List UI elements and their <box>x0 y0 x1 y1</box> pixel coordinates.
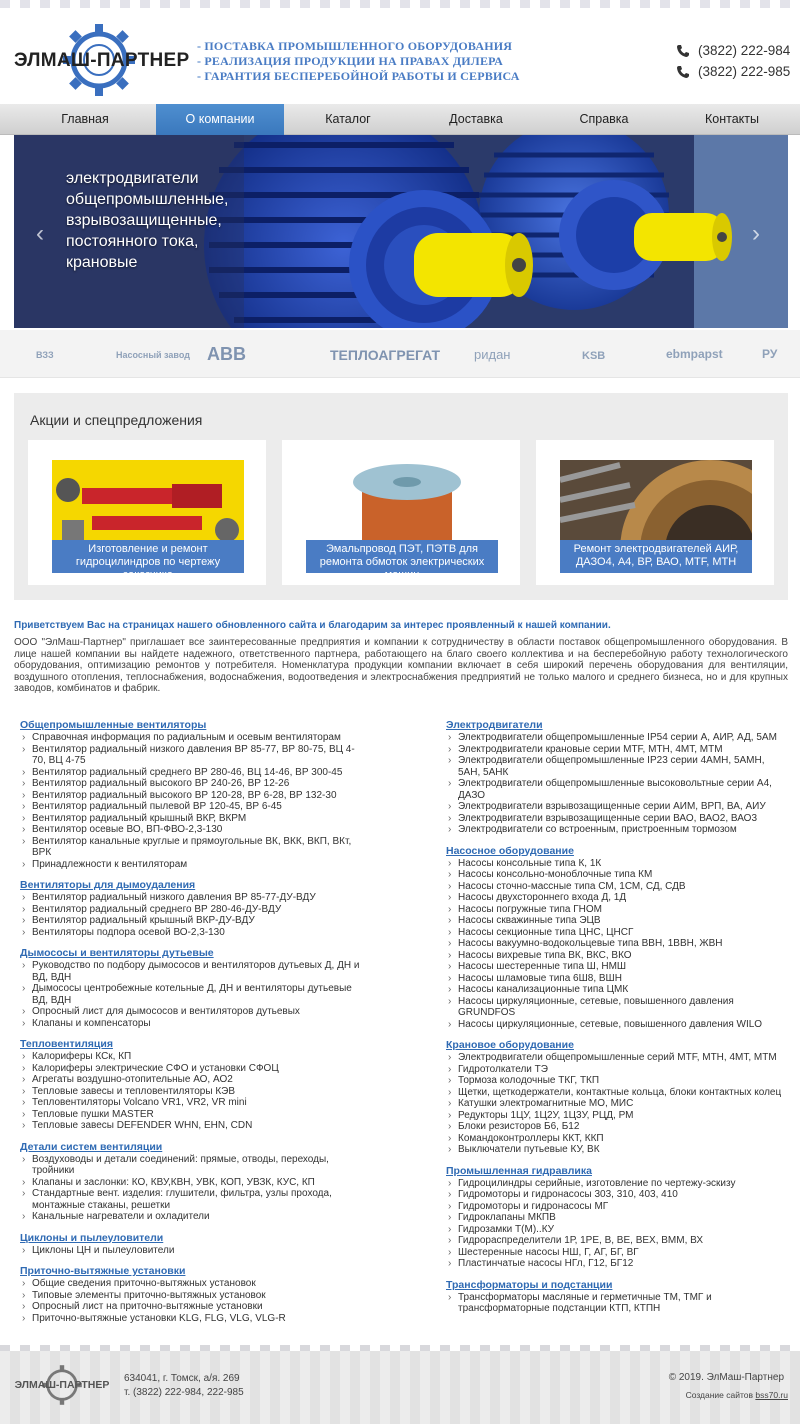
footer-credit-link[interactable]: bss70.ru <box>755 1390 788 1400</box>
footer-logo[interactable] <box>14 1363 110 1411</box>
category-title-link[interactable]: Вентиляторы для дымоудаления <box>20 879 196 891</box>
category-item-link[interactable]: › Справочная информация по радиальным и осевым вентиляторам <box>20 732 360 744</box>
category-item-link[interactable]: › Тепловентиляторы Volcano VR1, VR2, VR mini <box>20 1097 360 1109</box>
catalog-category <box>20 878 360 938</box>
category-item-link[interactable]: › Циклоны ЦН и пылеуловители <box>20 1245 360 1257</box>
category-item-link[interactable]: › Электродвигатели со встроенным, пристроенным тормозом <box>446 824 786 836</box>
category-item-link[interactable]: › Пластинчатые насосы НГл, Г12, БГ12 <box>446 1258 786 1270</box>
category-item-link[interactable]: › Гидромоторы и гидронасосы 303, 310, 403, 410 <box>446 1189 786 1201</box>
category-item-link[interactable]: › Гидрозамки Т(М)..КУ <box>446 1224 786 1236</box>
brand-logo[interactable]: РУ <box>762 347 778 361</box>
nav-item-contacts[interactable]: Контакты <box>705 112 759 126</box>
intro-text: ООО "ЭлМаш-Партнер" приглашает все заинтересованные предприятия и компании к сотрудничеству в области поставок общепромышленного оборудования. В лице нашей компании вы найдете надежного, ответственного партнера, работающего на благо своего коллектива и на бесперебойную работу технологического оборудования, оптимизацию ремонтов у потребителя. Номенклатура продукции компании включает в себя широкий перечень оборудования для вентиляции, воздушного отопления, теплоснабжения, водоснабжения, водоотведения и электроснабжения предприятий не только малого и среднего бизнеса, но и для крупных заводов, комбинатов и фабрик. <box>14 637 788 694</box>
category-item-link[interactable]: › Электродвигатели взрывозащищенные серии ВАО, ВАО2, ВАО3 <box>446 813 786 825</box>
category-item-link[interactable]: › Калориферы КСк, КП <box>20 1051 360 1063</box>
category-item-link[interactable]: › Насосы двухстороннего входа Д, 1Д <box>446 892 786 904</box>
phone-row[interactable] <box>676 61 790 82</box>
category-title-link[interactable]: Промышленная гидравлика <box>446 1164 592 1177</box>
nav-item-catalog[interactable]: Каталог <box>325 112 371 126</box>
slider-next-arrow-icon[interactable]: › <box>752 220 760 247</box>
hero-slider[interactable] <box>14 135 788 328</box>
category-title-link[interactable]: Электродвигатели <box>446 719 543 731</box>
footer-phones: т. (3822) 222-984, 222-985 <box>124 1387 244 1398</box>
nav-item-about[interactable]: О компании <box>156 104 284 135</box>
brand-logo[interactable]: ТЕПЛОАГРЕГАТ <box>330 347 441 363</box>
category-item-link[interactable]: › Щетки, щеткодержатели, контактные кольца, блоки контактных колец <box>446 1087 786 1099</box>
category-list <box>446 1292 786 1315</box>
category-item-link[interactable]: › Приточно-вытяжные установки KLG, FLG, VLG, VLG-R <box>20 1313 360 1325</box>
category-item-link[interactable]: › Катушки электромагнитные МО, МИС <box>446 1098 786 1110</box>
brand-logo[interactable]: ридан <box>474 347 511 362</box>
phone-row[interactable] <box>676 40 790 61</box>
category-item-link[interactable]: › Электродвигатели взрывозащищенные серии АИМ, ВРП, ВА, АИУ <box>446 801 786 813</box>
category-item-link[interactable]: › Канальные нагреватели и охладители <box>20 1211 360 1223</box>
category-item-link[interactable]: › Гидротолкатели ТЭ <box>446 1064 786 1076</box>
category-item-link[interactable]: › Насосы консольные типа К, 1К <box>446 858 786 870</box>
hero-line: постоянного тока, <box>66 233 199 250</box>
category-list <box>20 960 360 1029</box>
brand-logo[interactable]: ВЗЗ <box>36 350 54 360</box>
category-item-link[interactable]: › Тепловые завесы и тепловентиляторы КЭВ <box>20 1086 360 1098</box>
category-title-link[interactable]: Трансформаторы и подстанции <box>446 1278 613 1291</box>
catalog-category <box>20 1140 360 1223</box>
intro-title: Приветствуем Вас на страницах нашего обновленного сайта и благодарим за интерес проявленный к нашей компании. <box>14 620 611 631</box>
phone-number: (3822) 222-984 <box>698 43 791 58</box>
category-item-link[interactable]: › Насосы секционные типа ЦНС, ЦНСГ <box>446 927 786 939</box>
category-item-link[interactable]: › Электродвигатели общепромышленные IP23 серии 4АМН, 5АМН, 5АН, 5АНК <box>446 755 786 778</box>
catalog-category <box>20 1264 360 1324</box>
catalog-category <box>20 1037 360 1132</box>
category-item-link[interactable]: › Вентилятор радиальный высокого ВР 120-28, ВР 6-28, ВР 132-30 <box>20 790 360 802</box>
category-list <box>446 1052 786 1156</box>
category-list <box>20 1245 360 1257</box>
category-list <box>20 732 360 870</box>
nav-item-delivery[interactable]: Доставка <box>449 112 503 126</box>
promo-section <box>14 393 788 600</box>
category-item-link[interactable]: › Насосы консольно-моноблочные типа КМ <box>446 869 786 881</box>
slogan-line: - ПОСТАВКА ПРОМЫШЛЕННОГО ОБОРУДОВАНИЯ <box>197 39 513 53</box>
category-item-link[interactable]: › Вентилятор канальные круглые и прямоугольные ВК, ВКК, ВКП, ВКт, ВРК <box>20 836 360 859</box>
category-item-link[interactable]: › Вентиляторы подпора осевой ВО-2,3-130 <box>20 927 360 939</box>
nav-item-home[interactable]: Главная <box>61 112 109 126</box>
category-item-link[interactable]: › Вентилятор радиальный пылевой ВР 120-45, ВР 6-45 <box>20 801 360 813</box>
brand-logo[interactable]: Насосный завод <box>116 350 190 360</box>
phone-icon <box>676 44 690 58</box>
category-item-link[interactable]: › Вентилятор радиальный среднего ВР 280-46, ВЦ 14-46, ВР 300-45 <box>20 767 360 779</box>
promo-card[interactable] <box>28 440 266 585</box>
category-title-link[interactable]: Детали систем вентиляции <box>20 1140 163 1153</box>
category-item-link[interactable]: › Тепловые пушки MASTER <box>20 1109 360 1121</box>
footer-address <box>124 1372 244 1400</box>
category-title-link[interactable]: Крановое оборудование <box>446 1039 574 1051</box>
slider-prev-arrow-icon[interactable]: ‹ <box>36 220 44 247</box>
category-item-link[interactable]: › Типовые элементы приточно-вытяжных установок <box>20 1290 360 1302</box>
slogans <box>197 39 520 84</box>
category-list <box>446 732 786 836</box>
category-item-link[interactable]: › Насосы шестеренные типа Ш, НМШ <box>446 961 786 973</box>
category-list <box>20 1154 360 1223</box>
catalog-category <box>446 718 786 836</box>
catalog-category <box>20 718 360 870</box>
category-title-link[interactable]: Общепромышленные вентиляторы <box>20 719 207 731</box>
brands-strip <box>0 330 800 378</box>
category-title-link[interactable]: Дымососы и вентиляторы дутьевые <box>20 947 214 959</box>
category-item-link[interactable]: › Насосы сточно-массные типа СМ, 1СМ, СД, СДВ <box>446 881 786 893</box>
brand-logo[interactable]: ABB <box>207 344 246 364</box>
footer-logo-text: ЭЛМАШ-ПАРТНЕР <box>14 1379 110 1391</box>
category-item-link[interactable]: › Вентилятор радиальный среднего ВР 280-46-ДУ-ВДУ <box>20 904 360 916</box>
header-phones <box>676 40 790 82</box>
logo-text: ЭЛМАШ-ПАРТНЕР <box>14 50 190 71</box>
category-item-link[interactable]: › Электродвигатели общепромышленные серий MTF, MTH, 4МТ, МТМ <box>446 1052 786 1064</box>
promo-title: Акции и спецпредложения <box>30 412 203 428</box>
category-item-link[interactable]: › Насосы вихревые типа ВК, ВКС, ВКО <box>446 950 786 962</box>
category-item-link[interactable]: › Насосы скважинные типа ЭЦВ <box>446 915 786 927</box>
category-item-link[interactable]: › Тепловые завесы DEFENDER WHN, EHN, CDN <box>20 1120 360 1132</box>
category-item-link[interactable]: › Насосы погружные типа ГНОМ <box>446 904 786 916</box>
category-item-link[interactable]: › Вентилятор радиальный низкого давления ВР 85-77, ВР 80-75, ВЦ 4-70, ВЦ 4-75 <box>20 744 360 767</box>
category-item-link[interactable]: › Вентилятор радиальный низкого давления ВР 85-77-ДУ-ВДУ <box>20 892 360 904</box>
footer-credit <box>686 1390 788 1400</box>
catalog-category <box>20 1231 360 1257</box>
category-list <box>20 1051 360 1132</box>
category-item-link[interactable]: › Гидроклапаны МКПВ <box>446 1212 786 1224</box>
footer-credit-label: Создание сайтов <box>685 1390 756 1400</box>
category-item-link[interactable]: › Командоконтроллеры ККТ, ККП <box>446 1133 786 1145</box>
footer-dashed-border <box>0 1345 800 1351</box>
promo-caption: Ремонт электродвигателей АИР, ДАЗО4, А4, ВР, ВАО, MTF, MTH <box>560 540 752 573</box>
category-title-link[interactable]: Приточно-вытяжные установки <box>20 1265 186 1277</box>
category-list <box>446 858 786 1031</box>
footer-copyright: © 2019. ЭлМаш-Партнер <box>668 1372 784 1383</box>
category-item-link[interactable]: › Опросный лист для дымососов и вентиляторов дутьевых <box>20 1006 360 1018</box>
category-item-link[interactable]: › Гидроцилиндры серийные, изготовление по чертежу-эскизу <box>446 1178 786 1190</box>
category-item-link[interactable]: › Общие сведения приточно-вытяжных установок <box>20 1278 360 1290</box>
catalog-category <box>446 844 786 1031</box>
category-item-link[interactable]: › Электродвигатели общепромышленные IP54 серии А, АИР, АД, 5АМ <box>446 732 786 744</box>
catalog-category <box>446 1038 786 1156</box>
category-item-link[interactable]: › Агрегаты воздушно-отопительные АО, АО2 <box>20 1074 360 1086</box>
catalog-category <box>446 1278 786 1315</box>
category-item-link[interactable]: › Клапаны и заслонки: КО, КВУ,КВН, УВК, КОП, УВЗК, КУС, КП <box>20 1177 360 1189</box>
category-item-link[interactable]: › Клапаны и компенсаторы <box>20 1018 360 1030</box>
hero-line: электродвигатели <box>66 170 199 187</box>
category-title-link[interactable]: Насосное оборудование <box>446 844 574 857</box>
category-list <box>20 1278 360 1324</box>
hero-line: взрывозащищенные, <box>66 212 222 229</box>
phone-icon <box>676 65 690 79</box>
category-item-link[interactable]: › Стандартные вент. изделия: глушители, фильтра, узлы прохода, монтажные стаканы, решетки <box>20 1188 360 1211</box>
category-item-link[interactable]: › Вентилятор радиальный крышный ВКР, ВКРМ <box>20 813 360 825</box>
footer-address-line: 634041, г. Томск, а/я. 269 <box>124 1373 240 1384</box>
category-item-link[interactable]: › Трансформаторы масляные и герметичные ТМ, ТМГ и трансформаторные подстанции КТП, КТПН <box>446 1292 786 1315</box>
category-item-link[interactable]: › Гидрораспределители 1Р, 1РЕ, В, ВЕ, ВЕХ, ВММ, ВХ <box>446 1235 786 1247</box>
category-list <box>446 1178 786 1270</box>
category-item-link[interactable]: › Шестеренные насосы НШ, Г, АГ, БГ, ВГ <box>446 1247 786 1259</box>
nav-item-help[interactable]: Справка <box>579 112 629 126</box>
category-item-link[interactable]: › Тормоза колодочные ТКГ, ТКП <box>446 1075 786 1087</box>
category-item-link[interactable]: › Насосы циркуляционные, сетевые, повышенного давления WILO <box>446 1019 786 1031</box>
category-item-link[interactable]: › Насосы канализационные типа ЦМК <box>446 984 786 996</box>
site-logo[interactable] <box>14 20 190 100</box>
top-dashed-border <box>0 0 800 8</box>
category-item-link[interactable]: › Электродвигатели крановые серии MTF, MTH, 4МТ, МТМ <box>446 744 786 756</box>
catalog-category <box>446 1164 786 1270</box>
category-item-link[interactable]: › Принадлежности к вентиляторам <box>20 859 360 871</box>
site-header <box>0 8 800 104</box>
category-item-link[interactable]: › Вентилятор радиальный крышный ВКР-ДУ-ВДУ <box>20 915 360 927</box>
category-item-link[interactable]: › Дымососы центробежные котельные Д, ДН и вентиляторы дутьевые ВД, ВДН <box>20 983 360 1006</box>
category-item-link[interactable]: › Насосы шламовые типа 6Ш8, ВШН <box>446 973 786 985</box>
promo-caption: Изготовление и ремонт гидроцилиндров по чертежу заказчика <box>52 540 244 573</box>
category-title-link[interactable]: Тепловентиляция <box>20 1038 113 1050</box>
category-item-link[interactable]: › Насосы вакуумно-водокольцевые типа ВВН, 1ВВН, ЖВН <box>446 938 786 950</box>
category-title-link[interactable]: Циклоны и пылеуловители <box>20 1231 164 1244</box>
catalog-category <box>20 946 360 1029</box>
category-item-link[interactable]: › Вентилятор радиальный высокого ВР 240-26, ВР 12-26 <box>20 778 360 790</box>
slogan-line: - ГАРАНТИЯ БЕСПЕРЕБОЙНОЙ РАБОТЫ И СЕРВИСА <box>197 69 520 83</box>
catalog-column-right <box>446 718 786 1323</box>
slogan-line: - РЕАЛИЗАЦИЯ ПРОДУКЦИИ НА ПРАВАХ ДИЛЕРА <box>197 54 504 68</box>
main-nav <box>0 104 800 135</box>
promo-card[interactable] <box>536 440 774 585</box>
phone-number: (3822) 222-985 <box>698 64 791 79</box>
category-item-link[interactable]: › Электродвигатели общепромышленные высоковольтные серии А4, ДАЗО <box>446 778 786 801</box>
brand-logo[interactable]: ebmpapst <box>666 347 723 361</box>
promo-card[interactable] <box>282 440 520 585</box>
site-footer <box>0 1345 800 1424</box>
category-item-link[interactable]: › Гидромоторы и гидронасосы МГ <box>446 1201 786 1213</box>
category-item-link[interactable]: › Вентилятор осевые ВО, ВП-ФВО-2,3-130 <box>20 824 360 836</box>
category-item-link[interactable]: › Выключатели путьевые КУ, ВК <box>446 1144 786 1156</box>
category-item-link[interactable]: › Калориферы электрические СФО и установки СФОЦ <box>20 1063 360 1075</box>
category-list <box>20 892 360 938</box>
category-item-link[interactable]: › Опросный лист на приточно-вытяжные установки <box>20 1301 360 1313</box>
category-item-link[interactable]: › Руководство по подбору дымососов и вентиляторов дутьевых Д, ДН и ВД, ВДН <box>20 960 360 983</box>
hero-line: крановые <box>66 254 138 271</box>
brand-logo[interactable]: KSB <box>582 350 606 362</box>
hero-line: общепромышленные, <box>66 191 229 208</box>
hero-caption <box>66 168 229 273</box>
promo-caption: Эмальпровод ПЭТ, ПЭТВ для ремонта обмоток электрических машин <box>306 540 498 573</box>
category-item-link[interactable]: › Воздуховоды и детали соединений: прямые, отводы, переходы, тройники <box>20 1154 360 1177</box>
category-item-link[interactable]: › Блоки резисторов Б6, Б12 <box>446 1121 786 1133</box>
catalog-column-left <box>20 718 360 1332</box>
category-item-link[interactable]: › Редукторы 1ЦУ, 1Ц2У, 1Ц3У, РЦД, РМ <box>446 1110 786 1122</box>
category-item-link[interactable]: › Насосы циркуляционные, сетевые, повышенного давления GRUNDFOS <box>446 996 786 1019</box>
